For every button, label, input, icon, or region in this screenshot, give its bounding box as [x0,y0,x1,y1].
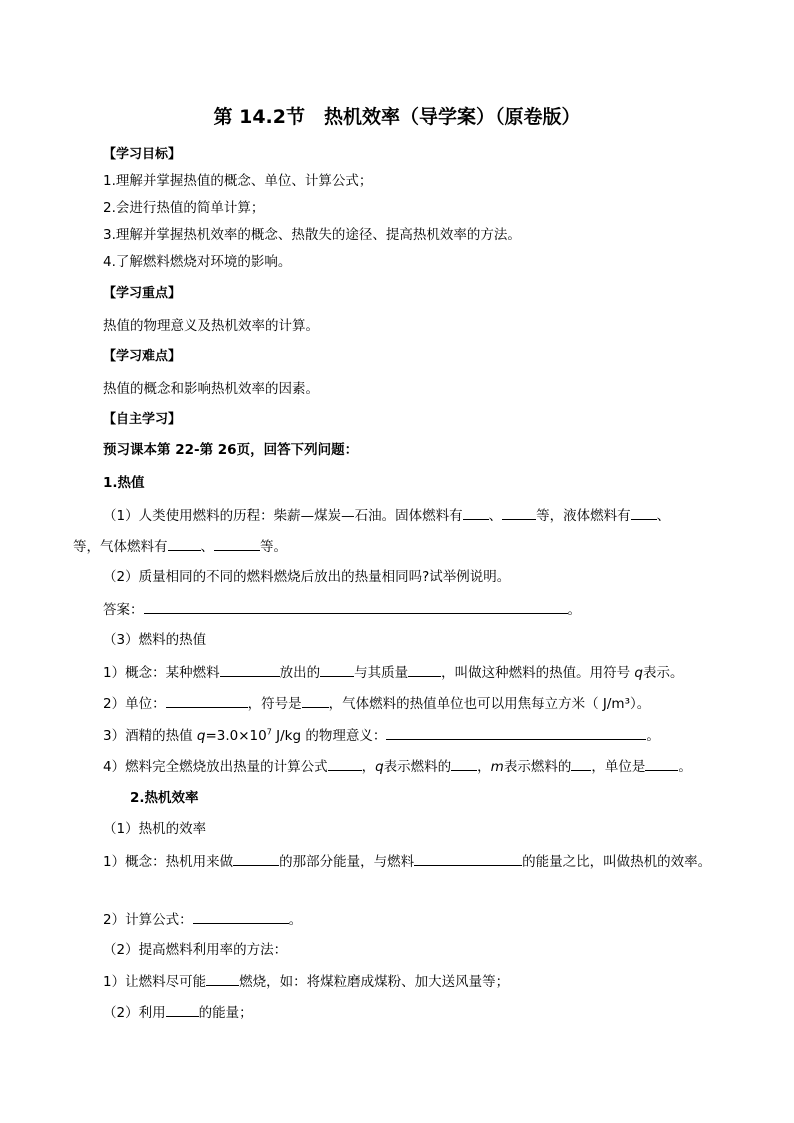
method-line: （2）利用 的能量； [103,1005,253,1021]
goal-item: 1.理解并掌握热值的概念、单位、计算公式； [103,173,373,189]
blank-field[interactable] [386,726,646,740]
blank-field[interactable] [302,694,329,708]
blank-field[interactable] [214,537,260,551]
formula-line: 4）燃料完全燃烧放出热量的计算公式 ，q表示燃料的 ，m表示燃料的 ，单位是 。 [103,759,692,775]
blank-field[interactable] [233,852,279,866]
difficult-text: 热值的概念和影响热机效率的因素。 [103,381,319,397]
blank-field[interactable] [502,506,536,520]
method-line: 1）让燃料尽可能 燃烧，如：将煤粒磨成煤粉、加大送风量等； [103,974,510,990]
unit-line: 2）单位： ，符号是 ，气体燃料的热值单位也可以用焦每立方米（ J/m³）。 [103,696,651,712]
blank-field[interactable] [631,506,657,520]
section-engine-efficiency: 2.热机效率 [130,790,199,806]
question-same-mass: （2）质量相同的不同的燃料燃烧后放出的热量相同吗?试举例说明。 [103,569,511,585]
blank-field[interactable] [320,663,354,677]
blank-field[interactable] [463,506,489,520]
goal-item: 2.会进行热值的简单计算； [103,200,265,216]
preview-instruction: 预习课本第 22-第 26页，回答下列问题： [103,442,359,458]
blank-field[interactable] [571,757,591,771]
blank-field[interactable] [220,663,280,677]
goal-item: 3.理解并掌握热机效率的概念、热散失的途径、提高热机效率的方法。 [103,227,521,243]
key-heading: 【学习重点】 [103,286,182,301]
efficiency-formula-line: 2）计算公式： 。 [103,912,303,928]
blank-field[interactable] [414,852,522,866]
page-title: 第 14.2节 热机效率（导学案）（原卷版） [213,106,581,128]
blank-field[interactable] [451,757,477,771]
blank-field[interactable] [328,757,362,771]
blank-field[interactable] [166,1003,199,1017]
blank-field[interactable] [166,694,248,708]
question-fuel-history: （1）人类使用燃料的历程：柴薪—煤炭—石油。固体燃料有 、 等，液体燃料有 、 [103,508,671,524]
blank-field[interactable] [408,663,441,677]
key-text: 热值的物理意义及热机效率的计算。 [103,318,319,334]
improve-methods-heading: （2）提高燃料利用率的方法： [103,942,288,958]
blank-field[interactable] [206,972,239,986]
section-heat-value: 1.热值 [103,475,145,491]
subsection-heat-value: （3）燃料的热值 [103,632,207,648]
difficult-heading: 【学习难点】 [103,349,182,364]
question-fuel-history-cont: 等，气体燃料有 、 等。 [73,539,287,555]
alcohol-line: 3）酒精的热值 $q=3.0\times 10^7$ J/kg 的物理意义： 。 [103,727,660,744]
blank-field[interactable] [193,910,289,924]
answer-line: 答案： 。 [103,602,581,618]
goals-heading: 【学习目标】 [103,147,182,162]
goal-item: 4.了解燃料燃烧对环境的影响。 [103,254,292,270]
concept-line: 1）概念：某种燃料 放出的 与其质量 ，叫做这种燃料的热值。用符号 q表示。 [103,665,684,681]
efficiency-concept-line: 1）概念：热机用来做 的那部分能量，与燃料 的能量之比，叫做热机的效率。 [103,854,712,870]
blank-field[interactable] [645,757,678,771]
subsection-engine-efficiency: （1）热机的效率 [103,821,207,837]
blank-field[interactable] [168,537,201,551]
answer-blank[interactable] [144,600,568,614]
self-study-heading: 【自主学习】 [103,412,182,427]
